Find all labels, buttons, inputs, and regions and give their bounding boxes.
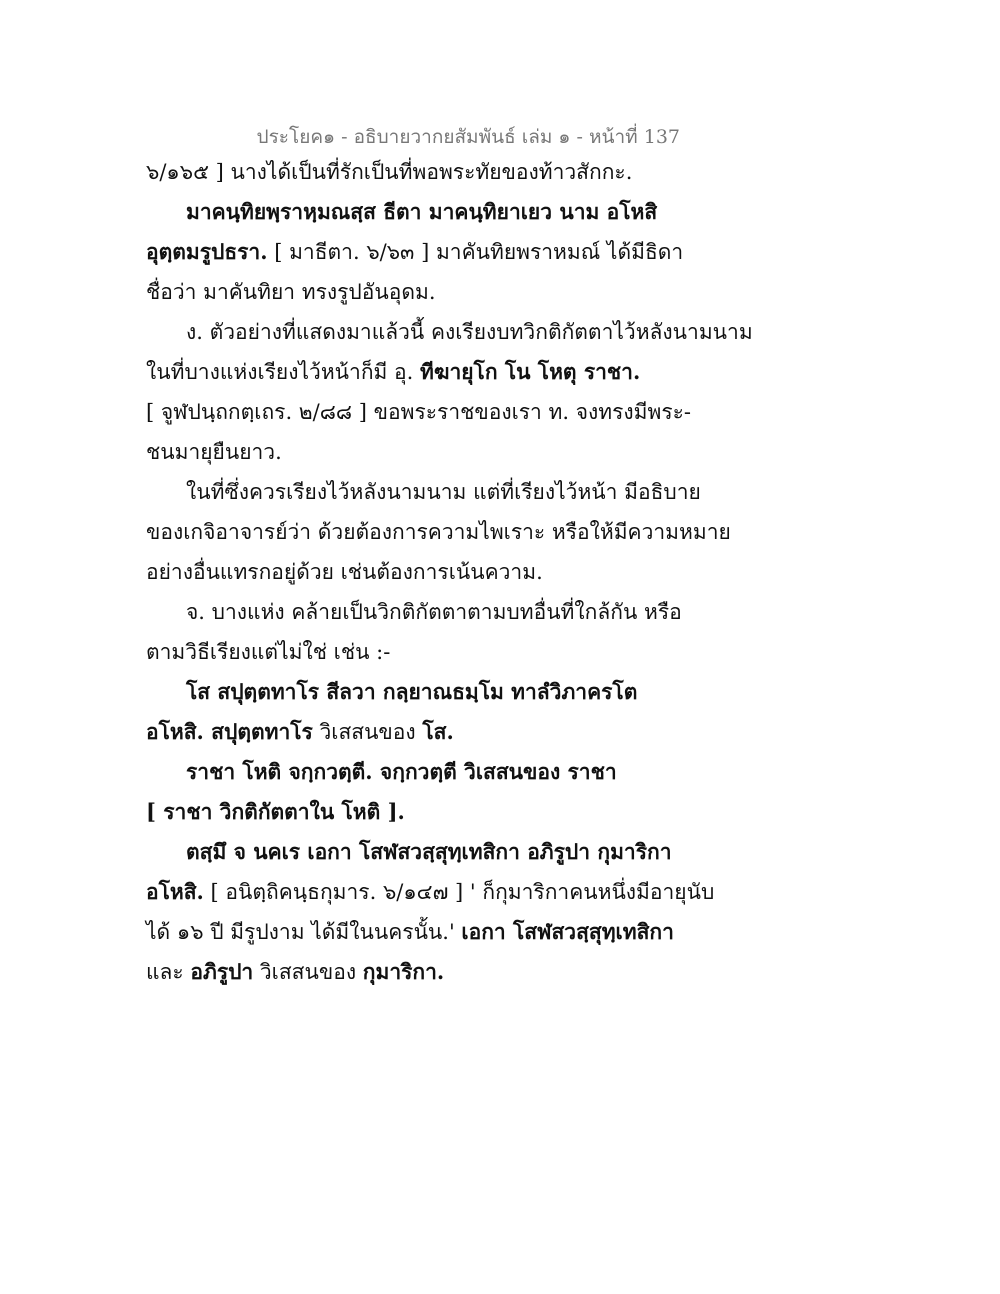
text-line	[146, 432, 706, 472]
text-line	[146, 272, 706, 312]
line-segment: จ. บางแห่ง คล้ายเป็นวิกติกัตตาตามบทอื่นที่ใกล้กัน หรือ	[186, 600, 682, 624]
line-segment: อย่างอื่นแทรกอยู่ด้วย เช่นต้องการเน้นความ.	[146, 560, 543, 584]
page-header: ประโยค๑ - อธิบายวากยสัมพันธ์ เล่ม ๑ - หน้าที่ 137	[256, 126, 680, 148]
text-line	[146, 872, 715, 912]
text-line	[146, 712, 706, 752]
text-line	[146, 952, 706, 992]
text-line	[146, 312, 753, 352]
pali-term: มาคนฺทิยพฺราหฺมณสฺส ธีตา มาคนฺทิยาเยว นาม อโหสิ	[186, 199, 658, 224]
pali-term: [ ราชา วิกติกัตตาใน โหติ ].	[146, 799, 405, 824]
text-line	[146, 232, 706, 272]
pali-term: อโหสิ. สปุตฺตทาโร	[146, 719, 313, 744]
text-line	[146, 352, 706, 392]
pali-term: โส สปุตฺตทาโร สีลวา กลฺยาณธมฺโม ทาลํวิภาครโต	[186, 679, 638, 704]
text-line	[146, 672, 706, 712]
line-segment: ได้ ๑๖ ปี มีรูปงาม ได้มีในนครนั้น.'	[146, 920, 462, 944]
text-line	[146, 792, 706, 832]
pali-term: อภิรูปา	[190, 959, 254, 984]
text-line	[146, 392, 706, 432]
line-segment: ในที่บางแห่งเรียงไว้หน้าก็มี อุ.	[146, 360, 421, 384]
line-segment: [ มาธีตา. ๖/๖๓ ] มาคันทิยพราหมณ์ ได้มีธิดา	[267, 240, 684, 264]
pali-term: ทีฆายุโก โน โหตุ ราชา.	[420, 359, 641, 384]
line-segment: ชนมายุยืนยาว.	[146, 440, 282, 464]
pali-term: ตสฺมึ จ นคเร เอกา โสฬสวสฺสุทฺเทสิกา อภิรูปา กุมาริกา	[186, 839, 672, 864]
pali-term: โส.	[422, 719, 454, 744]
line-segment: วิเสสนของ	[253, 960, 363, 984]
line-segment: ของเกจิอาจารย์ว่า ด้วยต้องการความไพเราะ หรือให้มีความหมาย	[146, 520, 731, 544]
line-segment: ๖/๑๖๕ ] นางได้เป็นที่รักเป็นที่พอพระทัยของท้าวสักกะ.	[146, 160, 633, 184]
pali-term: อโหสิ.	[146, 879, 204, 904]
text-line	[146, 152, 706, 192]
line-segment: [ อนิตฺถิคนฺธกุมาร. ๖/๑๔๗ ] ' ก็กุมาริกาคนหนึ่งมีอายุนับ	[203, 880, 715, 904]
line-segment: ตามวิธีเรียงแต่ไม่ใช่ เช่น :-	[146, 640, 391, 664]
text-line	[146, 632, 706, 672]
pali-term: เอกา โสฬสวสฺสุทฺเทสิกา	[461, 919, 674, 944]
line-segment: วิเสสนของ	[312, 720, 423, 744]
text-line	[146, 592, 706, 632]
text-line	[146, 552, 706, 592]
text-line	[146, 832, 706, 872]
text-line	[146, 472, 706, 512]
pali-term: กุมาริกา.	[362, 959, 445, 984]
body-text	[146, 152, 753, 992]
text-line	[146, 912, 706, 952]
line-segment: และ	[146, 960, 191, 984]
pali-term: อุตฺตมรูปธรา.	[146, 239, 268, 264]
line-segment: [ จูฬปนฺถกตฺเถร. ๒/๘๘ ] ขอพระราชของเรา ท. จงทรงมีพระ-	[146, 400, 691, 424]
line-segment: ในที่ซึ่งควรเรียงไว้หลังนามนาม แต่ที่เรียงไว้หน้า มีอธิบาย	[186, 480, 701, 504]
text-line	[146, 192, 706, 232]
text-line	[146, 512, 731, 552]
line-segment: ง. ตัวอย่างที่แสดงมาแล้วนี้ คงเรียงบทวิกติกัตตาไว้หลังนามนาม	[186, 320, 753, 344]
line-segment: ชื่อว่า มาคันทิยา ทรงรูปอันอุดม.	[146, 280, 436, 304]
pali-term: ราชา โหติ จกฺกวตฺตี. จกฺกวตฺตี วิเสสนของ ราชา	[186, 759, 617, 784]
text-line	[146, 752, 706, 792]
